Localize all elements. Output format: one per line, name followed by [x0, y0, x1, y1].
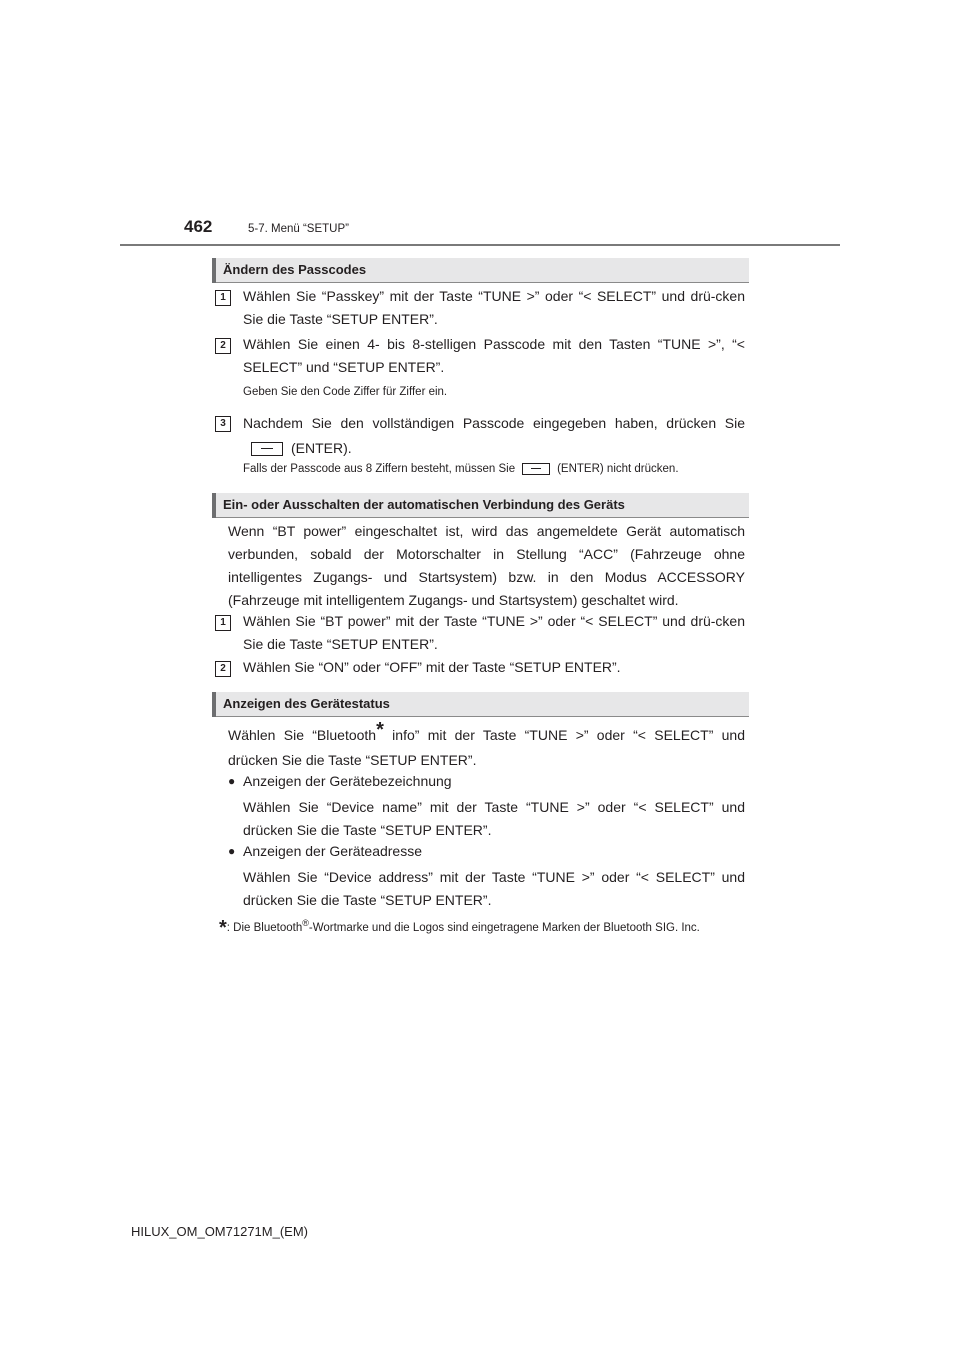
document-id: HILUX_OM_OM71271M_(EM) [131, 1224, 308, 1239]
step-text: Wählen Sie “Passkey” mit der Taste “TUNE >” oder “< SELECT” und drü-cken Sie die Taste “SETUP ENTER”. [243, 288, 745, 327]
step-text: Wählen Sie “BT power” mit der Taste “TUNE >” oder “< SELECT” und drü-cken Sie die Taste “SETUP ENTER”. [243, 613, 745, 652]
section-title: Anzeigen des Gerätestatus [223, 696, 390, 711]
header-divider [120, 244, 840, 246]
step-text: Wählen Sie einen 4- bis 8-stelligen Passcode mit den Tasten “TUNE >”, “< SELECT” und “SETUP ENTER”. [243, 336, 745, 375]
page-number: 462 [184, 217, 213, 236]
note-part: (ENTER) nicht drücken. [557, 463, 679, 475]
chapter-title: 5-7. Menü “SETUP” [248, 223, 349, 235]
bullet-icon: ● [228, 844, 236, 858]
section-intro: Wenn “BT power” eingeschaltet ist, wird das angemeldete Gerät automatisch verbunden, sobald der Motorschalter in Stellung “ACC” (Fahrzeuge ohne intelligentes Zugangs- und Startsystem) bzw. in den Modus ACCESSORY (Fahrzeuge mit intelligentem Zugangs- und Startsystem) geschaltet wird. [228, 523, 745, 608]
footnote-text: -Wortmarke und die Logos sind eingetragene Marken der Bluetooth SIG. Inc. [308, 921, 700, 934]
registered-mark: ® [302, 918, 309, 928]
section-heading-passcode [212, 258, 749, 283]
footnote-star: * [219, 916, 227, 939]
step-text-part: Nachdem Sie den vollständigen Passcode eingegeben haben, drücken Sie [243, 415, 745, 431]
bullet-text: Wählen Sie “Device address” mit der Taste “TUNE >” oder “< SELECT” und drücken Sie die Taste “SETUP ENTER”. [243, 869, 745, 908]
bullet-text: Wählen Sie “Device name” mit der Taste “TUNE >” oder “< SELECT” und drücken Sie die Taste “SETUP ENTER”. [243, 799, 745, 838]
enter-key-icon [522, 463, 550, 475]
step-number-box: 2 [215, 338, 231, 354]
step-text: Wählen Sie “ON” oder “OFF” mit der Taste “SETUP ENTER”. [243, 659, 621, 675]
enter-key-icon [251, 442, 283, 456]
section-title: Ändern des Passcodes [223, 262, 367, 277]
section-intro [228, 719, 745, 773]
step-number-box: 1 [215, 615, 231, 631]
intro-part: info” mit der Taste “TUNE >” oder “< SELECT” und drücken Sie die Taste “SETUP ENTER”. [228, 727, 745, 768]
section-title: Ein- oder Ausschalten der automatischen Verbindung des Geräts [223, 497, 625, 512]
step-number-box: 1 [215, 290, 231, 306]
bullet-title: Anzeigen der Geräteadresse [243, 843, 422, 859]
intro-part: Wählen Sie “Bluetooth [228, 727, 377, 743]
footnote [219, 914, 745, 937]
section-heading-auto-connect [212, 493, 749, 518]
step-number-box: 2 [215, 661, 231, 677]
bullet-icon: ● [228, 774, 236, 788]
step-text-part: (ENTER). [291, 440, 352, 456]
section-heading-device-status [212, 692, 749, 717]
step-note [243, 461, 745, 477]
footnote-marker: * [376, 719, 384, 741]
step-text [243, 411, 745, 461]
footnote-text: : Die Bluetooth [226, 921, 303, 934]
step-number-box: 3 [215, 416, 231, 432]
step-note: Geben Sie den Code Ziffer für Ziffer ein. [243, 386, 448, 398]
bullet-title: Anzeigen der Gerätebezeichnung [243, 773, 452, 789]
note-part: Falls der Passcode aus 8 Ziffern besteht, müssen Sie [243, 463, 516, 475]
